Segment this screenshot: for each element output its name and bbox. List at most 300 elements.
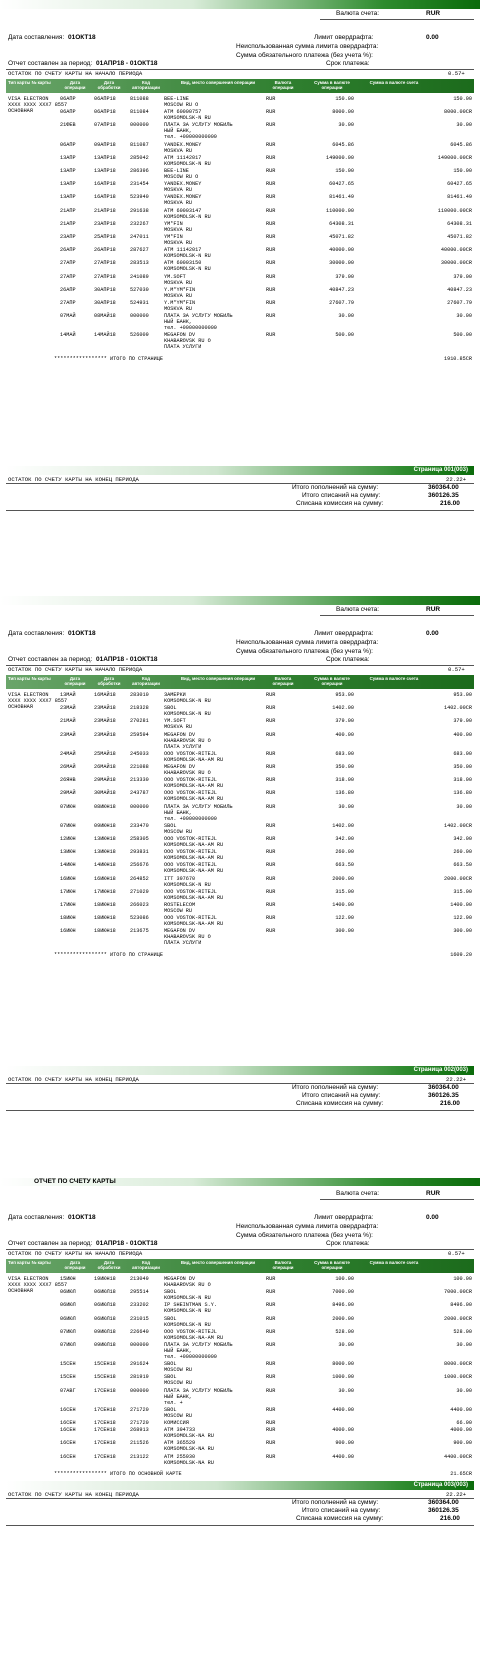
cell-description: KOMSOMOLSK-N RU [164,266,211,273]
cell-d2: 26МАЙ18 [94,764,116,770]
cell-amount-op: 64308.31 [329,220,354,227]
column-header: Сумма в валюте счета [369,80,419,85]
mandatory-payment-label: Сумма обязательного платежа (без учета %): [236,648,373,655]
cell-d2: 09ИЮЛ18 [94,1328,116,1335]
cell-amount-account: 136.80 [453,790,472,797]
cell-amount-account: 1402.00CR [443,822,472,829]
cell-d1: 23МАЙ [60,705,76,712]
cell-description: ATM 11142017 [164,247,202,254]
cell-d1: 21АПР [60,220,76,227]
cell-amount-op: 6045.86 [332,141,354,148]
cell-cur: RUR [266,1302,276,1309]
cell-description: MOSCOW RU [164,1412,193,1419]
cell-amount-op: 400.00 [335,731,354,738]
cell-code: 000000 [130,313,149,320]
cell-cur: RUR [266,888,276,895]
cell-amount-account: 342.00 [453,836,472,842]
transaction-row [6,705,474,717]
cell-description: тел. +00000000000 [164,815,217,822]
cell-d2: 23АПР18 [94,220,116,227]
payment-term-label: Срок платежа: [326,1240,370,1247]
total-debits-value: 360126.35 [428,1092,459,1099]
overdraft-limit-label: Лимит овердрафта: [314,1214,374,1221]
currency-value: RUR [426,10,441,17]
column-header: Валюта операции [272,1260,294,1270]
cell-description: MOSCOW RU [164,828,193,835]
cell-description: MEGAFON DV [164,764,196,770]
total-value: 1609.20 [450,951,472,958]
cell-cur: RUR [266,902,276,908]
cell-code: 221088 [130,764,149,770]
cell-d1: 14ИЮН [60,862,76,869]
cell-cur: RUR [266,836,276,842]
payment-term-label: Срок платежа: [326,656,370,663]
cell-description: НЫЙ БАНК, [164,809,193,816]
cell-d1: 06ИЮЛ [60,1289,76,1296]
cell-amount-account: 2000.00CR [443,875,472,882]
end-balance-value: 22.22+ [446,1490,467,1498]
total-topups-label: Итого пополнений на сумму: [292,1084,379,1091]
cell-d2: 06ИЮЛ18 [94,1302,116,1309]
cell-d1: 26АПР [60,286,76,293]
cell-d2: 09АПР18 [94,141,116,148]
transaction-row [6,194,474,206]
cell-code: 270281 [130,718,149,725]
cell-amount-account: 6045.86 [450,141,472,148]
transaction-row [6,234,474,246]
cell-amount-op: 8496.00 [332,1302,354,1309]
cell-d2: 16ИЮН18 [94,875,116,882]
cell-amount-account: 8000.00CR [443,1361,472,1368]
card-field: VISA ELECTRON [8,692,49,698]
cell-amount-account: 122.90 [453,915,472,922]
cell-amount-op: 30.00 [338,1387,354,1394]
cell-d1: 21МАЙ [60,718,76,725]
cell-amount-op: 953.00 [335,692,354,698]
cell-amount-account: 45071.82 [447,234,472,240]
transaction-row [6,928,474,946]
cell-d2: 26АПР18 [94,247,116,254]
cell-description: MEGAFON DV [164,731,196,738]
cell-amount-account: 27607.79 [447,300,472,306]
page-footer-bar [6,1481,474,1490]
cell-code: 523940 [130,194,149,201]
divider [6,483,474,484]
cell-code: 232267 [130,220,149,227]
end-balance-label: ОСТАТОК ПО СЧЕТУ КАРТЫ НА КОНЕЦ ПЕРИОДА [8,476,139,483]
cell-code: 233202 [130,1302,149,1309]
column-header: Код авторизации [132,80,160,90]
cell-d2: 13АПР18 [94,154,116,161]
cell-d2: 17СЕН18 [94,1440,116,1447]
cell-code: 811087 [130,141,149,148]
cell-cur: RUR [266,705,276,712]
cell-amount-op: 1402.00 [332,822,354,829]
cell-description: MOSKVA RU [164,240,193,246]
column-header: Вид, место совершения операции [180,676,256,681]
column-header: Тип карты № карты [8,80,51,85]
total-debits-value: 360126.35 [428,1506,459,1514]
cell-d2: 15СЕН18 [94,1374,116,1381]
cell-d2: 16МАЙ18 [94,692,116,698]
transaction-row [6,692,474,704]
cell-description: MOSCOW RU [164,908,193,914]
cell-amount-op: 81461.49 [329,194,354,201]
cell-code: 247011 [130,234,149,240]
cell-d1: 16СЕН [60,1453,76,1460]
cell-description: KOMSOMOLSK-NA RU [164,1459,214,1466]
cell-amount-account: 260.00 [453,849,472,856]
cell-description: MEGAFON DV [164,928,196,935]
cell-amount-account: 300.00 [453,928,472,935]
cell-description: MOSKVA RU [164,724,193,731]
cell-d1: 07ИЮЛ [60,1342,76,1348]
cell-d2: 27АПР18 [94,260,116,267]
date-label: Дата составления: [8,34,65,41]
cell-description: KHABAROVSK RU O [164,1282,211,1288]
cell-description: НЫЙ БАНК, [164,1348,193,1354]
cell-amount-account: 149000.00CR [437,154,472,161]
transaction-row [6,181,474,193]
cell-description: MOSCOW RU [164,1367,193,1374]
cell-amount-account: 30.00 [456,803,472,810]
cell-description: ITT 397670 [164,875,196,882]
card-field: ОСНОВНАЯ [8,1288,33,1294]
cell-description: MOSKVA RU [164,187,193,194]
column-header: Тип карты № карты [8,1260,51,1265]
cell-amount-account: 400.00 [453,731,472,738]
overdraft-limit-value: 0.00 [426,630,439,637]
total-fees-label: Списана комиссия на сумму: [296,1514,384,1522]
cell-description: OOO VOSTOK-RITEJL [164,750,217,757]
card-field: VISA ELECTRON [8,1276,49,1282]
cell-d2: 06ИЮЛ18 [94,1315,116,1322]
cell-code: 233470 [130,822,149,829]
cell-amount-op: 4400.00 [332,1453,354,1460]
cell-amount-account: 40000.00CR [440,247,472,254]
cell-d2: 17СЕН18 [94,1427,116,1434]
cell-description: ATM 60000757 [164,109,202,116]
cell-d2: 14МАЙ18 [94,332,116,339]
cell-amount-account: 8000.00CR [443,109,472,116]
cell-code: 231015 [130,1315,149,1322]
cell-amount-op: 1402.00 [332,705,354,712]
cell-d1: 23АПР [60,234,76,240]
cell-description: Y.M*YM*FIN [164,286,196,293]
cell-amount-account: 379.00 [453,718,472,725]
overdraft-limit-label: Лимит овердрафта: [314,34,374,41]
cell-d2: 06АПР18 [94,96,116,102]
cell-description: MOSCOW RU O [164,102,199,108]
cell-cur: RUR [266,109,276,116]
cell-code: 527030 [130,286,149,293]
page-header-bar [0,0,480,9]
cell-code: 256676 [130,862,149,869]
cell-description: KOMSOMOLSK-NA-AM RU [164,756,224,763]
page-header-bar [0,596,480,605]
cell-cur: RUR [266,122,276,129]
transaction-row [6,1289,474,1301]
cell-code: 283513 [130,260,149,267]
cell-amount-account: 40847.23 [447,286,472,293]
cell-d1: 24МАЙ [60,750,76,757]
page-number: Страница 001(003) [413,467,468,473]
overdraft-limit-label: Лимит овердрафта: [314,630,374,637]
cell-description: ATM 60003147 [164,207,202,214]
cell-amount-op: 2000.00 [332,875,354,882]
period-label: Отчет составлен за период: [8,656,93,663]
cell-amount-account: 100.00 [453,1276,472,1282]
cell-description: YM.SOFT [164,273,186,280]
cell-cur: RUR [266,803,276,810]
cell-code: 258305 [130,836,149,842]
cell-amount-op: 150.00 [335,168,354,174]
cell-cur: RUR [266,1406,276,1413]
cell-description: KHABAROVSK RU O [164,770,211,776]
cell-description: KOMSOMOLSK-N RU [164,698,211,704]
cell-description: OOO VOSTOK-RITEJL [164,849,217,856]
cell-description: ПЛАТА ЗА УСЛУГУ МОБИЛЬ [164,803,233,810]
cell-amount-account: 379.00 [453,273,472,280]
end-balance-label: ОСТАТОК ПО СЧЕТУ КАРТЫ НА КОНЕЦ ПЕРИОДА [8,1490,139,1498]
transaction-row [6,1342,474,1360]
cell-d1: 16СЕН [60,1420,76,1426]
divider [6,1525,474,1526]
cell-code: 000000 [130,1387,149,1394]
transaction-row [6,109,474,121]
cell-cur: RUR [266,1276,276,1282]
cell-cur: RUR [266,731,276,738]
cell-description: OOO VOSTOK-RITEJL [164,915,217,922]
cell-amount-account: 953.00 [453,692,472,698]
cell-amount-op: 318.00 [335,777,354,784]
cell-description: ЗАМЕРКИ [164,692,186,698]
cell-amount-account: 7000.00CR [443,1289,472,1296]
cell-amount-account: 900.00 [453,1440,472,1447]
cell-d2: 06ИЮЛ18 [94,1289,116,1296]
cell-description: тел. +00000000000 [164,134,217,141]
cell-description: НЫЙ БАНК, [164,319,193,326]
cell-d2: 19ИЮН18 [94,1276,116,1282]
column-header: Дата обработки [97,80,121,90]
end-balance-value: 22.22+ [446,1076,467,1083]
cell-d2: 15СЕН18 [94,1361,116,1368]
transaction-row [6,287,474,299]
divider [6,1498,474,1499]
cell-amount-account: 4400.00CR [443,1453,472,1460]
divider [6,1110,474,1111]
report-title: ОТЧЕТ ПО СЧЕТУ КАРТЫ [34,1178,116,1185]
cell-d1: 18ИЮН [60,915,76,922]
transaction-row [6,122,474,140]
cell-description: KHABAROVSK RU O [164,737,211,744]
cell-amount-op: 8000.00 [332,1361,354,1368]
cell-d2: 25МАЙ18 [94,750,116,757]
cell-code: 523086 [130,915,149,922]
cell-cur: RUR [266,1342,276,1348]
cell-description: ПЛАТА ЗА УСЛУГУ МОБИЛЬ [164,1387,233,1394]
cell-cur: RUR [266,273,276,280]
cell-d1: 13АПР [60,154,76,161]
transaction-row [6,732,474,750]
cell-code: 271720 [130,1420,149,1426]
cell-d1: 06АПР [60,141,76,148]
mandatory-payment-label: Сумма обязательного платежа (без учета %): [236,1232,373,1239]
transaction-row [6,836,474,848]
cell-d1: 07ИЮН [60,822,76,829]
cell-cur: RUR [266,1289,276,1296]
cell-amount-op: 1000.00 [332,1374,354,1381]
cell-amount-account: 64308.31 [447,220,472,227]
cell-amount-op: 40000.00 [329,247,354,254]
cell-amount-op: 27607.79 [329,300,354,306]
cell-description: MOSKVA RU [164,279,193,286]
cell-d2: 27АПР18 [94,273,116,280]
cell-amount-op: 30000.00 [329,260,354,267]
cell-description: BEE-LINE [164,96,189,102]
transaction-row [6,96,474,108]
transaction-row [6,751,474,763]
cell-d2: 16АПР18 [94,194,116,201]
transaction-row [6,823,474,835]
total-fees-value: 216.00 [440,500,460,507]
cell-description: ПЛАТА УСЛУГИ [164,743,202,750]
cell-description: тел. +00000000000 [164,325,217,332]
cell-cur: RUR [266,313,276,320]
statement-page-2 [0,592,480,1152]
cell-d1: 07ИЮН [60,803,76,810]
card-field: XXXX XXXX XXX7 8557 [8,1282,68,1288]
cell-cur: RUR [266,1440,276,1447]
cell-description: YANDEX.MONEY [164,181,202,188]
cell-cur: RUR [266,849,276,856]
cell-d1: 16СЕН [60,1406,76,1413]
cell-amount-account: 150.00 [453,168,472,174]
cell-description: KOMSOMOLSK-N RU [164,1308,211,1315]
transaction-row [6,300,474,312]
cell-cur: RUR [266,286,276,293]
cell-code: 295514 [130,1289,149,1296]
transaction-row [6,260,474,272]
cell-d2: 17СЕН18 [94,1420,116,1426]
column-header: Валюта операции [272,80,294,90]
cell-code: 526009 [130,332,149,339]
cell-amount-op: 4000.00 [332,1427,354,1434]
statement-page-1 [0,0,480,560]
cell-description: KOMSOMOLSK-NA-AM RU [164,921,224,928]
divider [320,1199,474,1200]
cell-cur: RUR [266,764,276,770]
cell-amount-account: 528.00 [453,1328,472,1335]
cell-d1: 27АПР [60,260,76,267]
currency-value: RUR [426,606,441,613]
cell-d2: 17ИЮН18 [94,888,116,895]
cell-d1: 16ИЮН [60,875,76,882]
mandatory-payment-label: Сумма обязательного платежа (без учета %): [236,52,373,59]
total-value: 21.65CR [450,1470,472,1477]
cell-cur: RUR [266,790,276,797]
cell-description: KOMSOMOLSK-NA-AM RU [164,1334,224,1341]
transaction-row [6,790,474,802]
cell-cur: RUR [266,718,276,725]
cell-code: 524931 [130,300,149,306]
cell-d1: 23МАЙ [60,731,76,738]
total-fees-value: 216.00 [440,1100,460,1107]
cell-amount-op: 30.00 [338,122,354,129]
cell-cur: RUR [266,260,276,267]
transaction-row [6,915,474,927]
cell-description: ПЛАТА УСЛУГИ [164,940,202,947]
transaction-row [6,313,474,331]
currency-label: Валюта счета: [336,1190,380,1197]
cell-amount-op: 1400.00 [332,902,354,908]
cell-cur: RUR [266,928,276,935]
cell-description: MOSKVA RU [164,200,193,207]
unused-overdraft-label: Неиспользованная сумма лимита овердрафта: [236,43,379,50]
cell-description: OOO VOSTOK-RITEJL [164,1328,217,1335]
cell-cur: RUR [266,1427,276,1434]
transaction-row [6,804,474,822]
cell-amount-op: 315.00 [335,888,354,895]
cell-amount-account: 2000.00CR [443,1315,472,1322]
cell-d2: 08ИЮН18 [94,803,116,810]
cell-amount-op: 350.00 [335,764,354,770]
cell-amount-op: 300.00 [335,928,354,935]
cell-description: MOSKVA RU [164,306,193,312]
cell-d1: 13МАЙ [60,692,76,698]
cell-description: ATM 255930 [164,1453,196,1460]
page-footer-bar [6,1066,474,1075]
cell-description: KOMSOMOLSK-NA-AM RU [164,894,224,901]
cell-description: MOSKVA RU [164,292,193,299]
overdraft-limit-value: 0.00 [426,34,439,41]
cell-amount-account: 30.00 [456,1342,472,1348]
cell-description: MOSCOW RU O [164,174,199,180]
cell-d1: 07АВГ [60,1387,76,1394]
cell-description: KOMSOMOLSK-NA-AM RU [164,796,224,803]
cell-description: OOO VOSTOK-RITEJL [164,862,217,869]
column-header: Вид, место совершения операции [180,1260,256,1265]
start-balance-label: ОСТАТОК ПО СЧЕТУ КАРТЫ НА НАЧАЛО ПЕРИОДА [8,1250,143,1257]
cell-cur: RUR [266,1328,276,1335]
column-header: Код авторизации [132,1260,160,1270]
cell-amount-account: 315.00 [453,888,472,895]
end-balance-value: 22.22+ [446,476,467,483]
divider [6,1083,474,1084]
cell-description: KHABAROVSK RU O [164,934,211,941]
cell-d2: 30АПР18 [94,286,116,293]
cell-description: OOO VOSTOK-RITEJL [164,777,217,784]
card-field: ОСНОВНАЯ [8,704,33,710]
column-header: Дата операции [64,676,86,686]
cell-amount-account: 663.50 [453,862,472,869]
transaction-row [6,221,474,233]
cell-description: ПЛАТА ЗА УСЛУГУ МОБИЛЬ [164,1342,233,1348]
column-header: Вид, место совершения операции [180,80,256,85]
transaction-row [6,208,474,220]
cell-amount-account: 30.00 [456,122,472,129]
cell-d2: 23МАЙ18 [94,718,116,725]
cell-description: SBOL [164,1361,177,1368]
cell-d2: 08МАЙ18 [94,313,116,320]
cell-cur: RUR [266,220,276,227]
cell-d1: 15СЕН [60,1374,76,1381]
currency-label: Валюта счета: [336,606,380,613]
cell-code: 291624 [130,1361,149,1368]
cell-code: 226640 [130,1328,149,1335]
cell-description: тел. +00000000000 [164,1354,217,1360]
cell-code: 213122 [130,1453,149,1460]
